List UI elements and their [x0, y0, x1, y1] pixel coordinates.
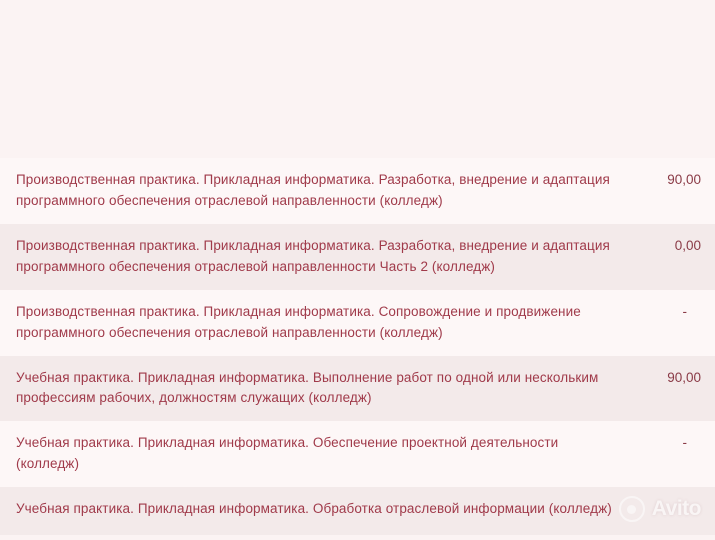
- list-item[interactable]: [0, 356, 715, 422]
- list-item[interactable]: [0, 158, 715, 224]
- list-item[interactable]: [0, 421, 715, 487]
- course-title: Учебная практика. Прикладная информатика. Выполнение работ по одной или нескольким профессиям рабочих, должностям служащих (колледж): [16, 369, 599, 406]
- course-value: -: [682, 435, 687, 451]
- list-item[interactable]: [0, 290, 715, 356]
- course-title: Учебная практика. Прикладная информатика. Обработка отраслевой информации (колледж): [16, 501, 612, 517]
- course-value: -: [682, 303, 687, 319]
- list-item[interactable]: [0, 487, 715, 535]
- course-value: 90,00: [667, 172, 701, 187]
- avito-watermark: [619, 496, 701, 522]
- avito-circle-icon: [619, 496, 645, 522]
- watermark-label: Avito: [651, 497, 701, 520]
- course-value: 90,00: [667, 369, 701, 385]
- course-value: 0,00: [674, 237, 701, 253]
- course-title: Учебная практика. Прикладная информатика. Обеспечение проектной деятельности (колледж): [16, 435, 559, 472]
- course-title: Производственная практика. Прикладная информатика. Сопровождение и продвижение программного обеспечения отраслевой направленности (колледж): [16, 303, 581, 340]
- course-title: Производственная практика. Прикладная информатика. Разработка, внедрение и адаптация программного обеспечения отраслевой направленности Часть 2 (колледж): [16, 237, 610, 274]
- course-list: [0, 158, 715, 535]
- list-item[interactable]: [0, 224, 715, 290]
- course-title: Производственная практика. Прикладная информатика. Разработка, внедрение и адаптация программного обеспечения отраслевой направленности (колледж): [16, 172, 610, 208]
